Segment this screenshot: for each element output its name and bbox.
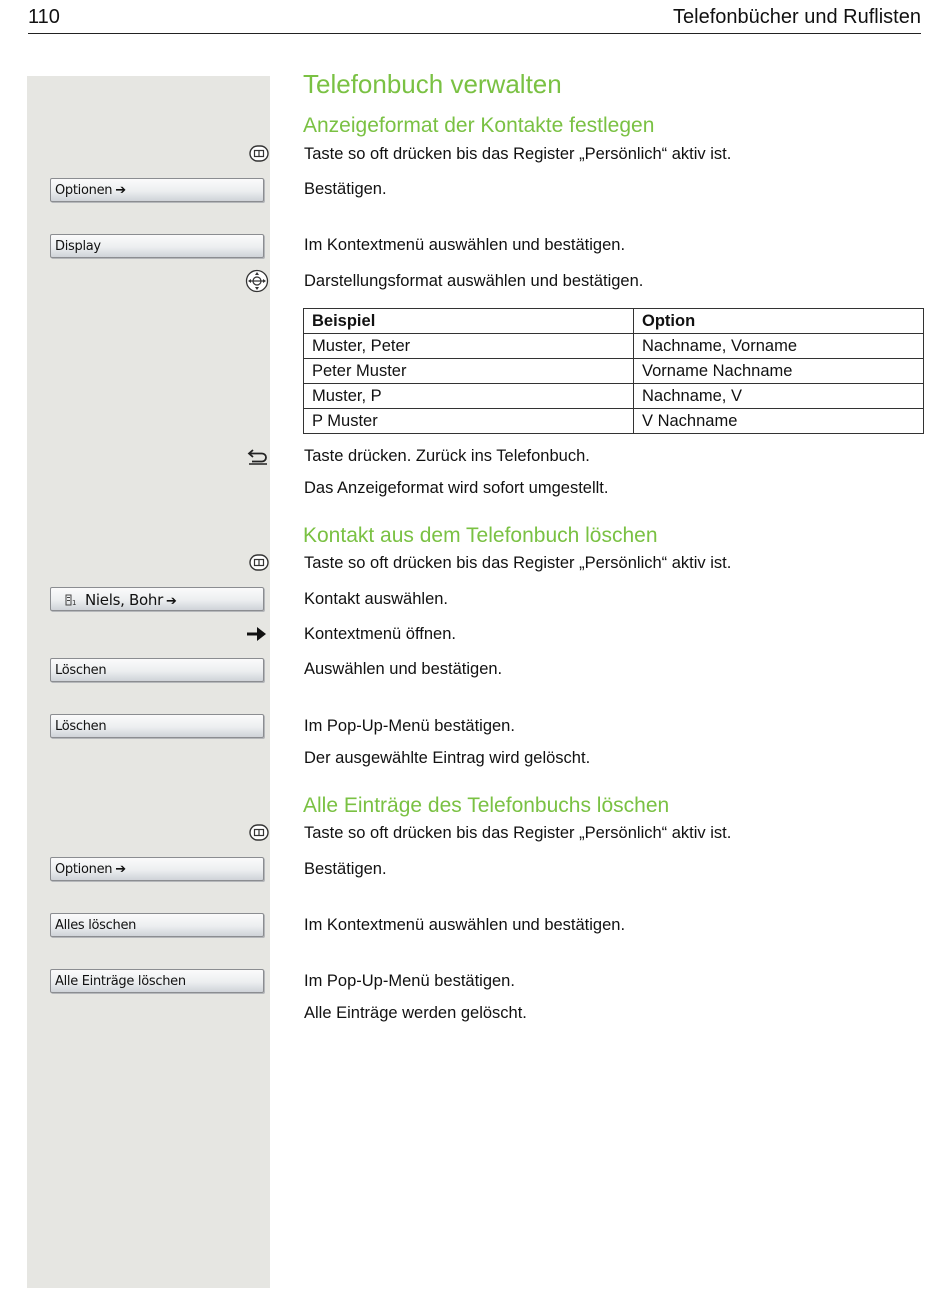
step-text: Taste so oft drücken bis das Register „Persönlich“ aktiv ist.	[304, 145, 732, 163]
table-cell: Muster, Peter	[304, 334, 634, 359]
section-heading-delete-all: Alle Einträge des Telefonbuchs löschen	[303, 794, 670, 817]
header-rule	[28, 33, 921, 34]
step-text: Das Anzeigeformat wird sofort umgestellt.	[304, 479, 609, 497]
display-button[interactable]	[50, 234, 264, 258]
step-text: Bestätigen.	[304, 180, 387, 198]
step-text: Taste so oft drücken bis das Register „Persönlich“ aktiv ist.	[304, 554, 732, 572]
button-label: Löschen	[55, 663, 107, 678]
table-cell: V Nachname	[634, 409, 924, 434]
step-text: Im Pop-Up-Menü bestätigen.	[304, 717, 515, 735]
section-heading-display-format: Anzeigeformat der Kontakte festlegen	[303, 114, 655, 137]
phonebook-entry-icon	[65, 589, 77, 606]
optionen-button[interactable]	[50, 857, 264, 881]
phonebook-key-icon	[244, 823, 270, 843]
alles-loeschen-button[interactable]	[50, 913, 264, 937]
navigator-icon	[244, 269, 270, 293]
right-arrow-icon: ➔	[165, 594, 177, 609]
back-key-icon	[244, 446, 270, 466]
button-label: Alle Einträge löschen	[55, 974, 186, 989]
table-row	[304, 384, 924, 409]
right-arrow-icon: ➔	[115, 183, 126, 198]
table-cell: P Muster	[304, 409, 634, 434]
table-cell: Peter Muster	[304, 359, 634, 384]
chapter-title: Telefonbücher und Ruflisten	[673, 6, 921, 28]
page-number: 110	[28, 6, 60, 28]
table-row	[304, 409, 924, 434]
table-row	[304, 334, 924, 359]
step-text: Im Pop-Up-Menü bestätigen.	[304, 972, 515, 990]
step-text: Auswählen und bestätigen.	[304, 660, 503, 678]
table-cell: Muster, P	[304, 384, 634, 409]
alle-eintraege-loeschen-button[interactable]	[50, 969, 264, 993]
step-text: Taste drücken. Zurück ins Telefonbuch.	[304, 447, 590, 465]
optionen-button[interactable]	[50, 178, 264, 202]
phonebook-key-icon	[244, 144, 270, 164]
button-label: Optionen	[55, 862, 113, 877]
step-text: Im Kontextmenü auswählen und bestätigen.	[304, 916, 626, 934]
step-text: Darstellungsformat auswählen und bestätigen.	[304, 272, 644, 290]
step-text: Alle Einträge werden gelöscht.	[304, 1004, 527, 1022]
step-text: Taste so oft drücken bis das Register „Persönlich“ aktiv ist.	[304, 824, 732, 842]
table-cell: Vorname Nachname	[634, 359, 924, 384]
button-label: Alles löschen	[55, 918, 137, 933]
table-cell: Nachname, V	[634, 384, 924, 409]
button-label: Niels, Bohr	[85, 591, 163, 609]
step-text: Der ausgewählte Eintrag wird gelöscht.	[304, 749, 591, 767]
right-arrow-icon: ➔	[115, 862, 126, 877]
button-label: Löschen	[55, 719, 107, 734]
right-arrow-icon	[244, 624, 270, 644]
display-format-table	[303, 308, 924, 434]
step-text: Bestätigen.	[304, 860, 387, 878]
button-label: Optionen	[55, 183, 113, 198]
table-header-row	[304, 309, 924, 334]
button-label: Display	[55, 239, 101, 254]
table-row	[304, 359, 924, 384]
loeschen-button[interactable]	[50, 658, 264, 682]
phonebook-key-icon	[244, 553, 270, 573]
table-cell: Nachname, Vorname	[634, 334, 924, 359]
step-text: Kontextmenü öffnen.	[304, 625, 456, 643]
section-heading-delete-contact: Kontakt aus dem Telefonbuch löschen	[303, 524, 658, 547]
contact-niels-bohr-button[interactable]	[50, 587, 264, 611]
svg-text:1: 1	[72, 599, 77, 606]
table-header-cell: Option	[634, 309, 924, 334]
table-header-cell: Beispiel	[304, 309, 634, 334]
page-title: Telefonbuch verwalten	[303, 69, 562, 99]
step-text: Im Kontextmenü auswählen und bestätigen.	[304, 236, 626, 254]
step-text: Kontakt auswählen.	[304, 590, 449, 608]
loeschen-confirm-button[interactable]	[50, 714, 264, 738]
